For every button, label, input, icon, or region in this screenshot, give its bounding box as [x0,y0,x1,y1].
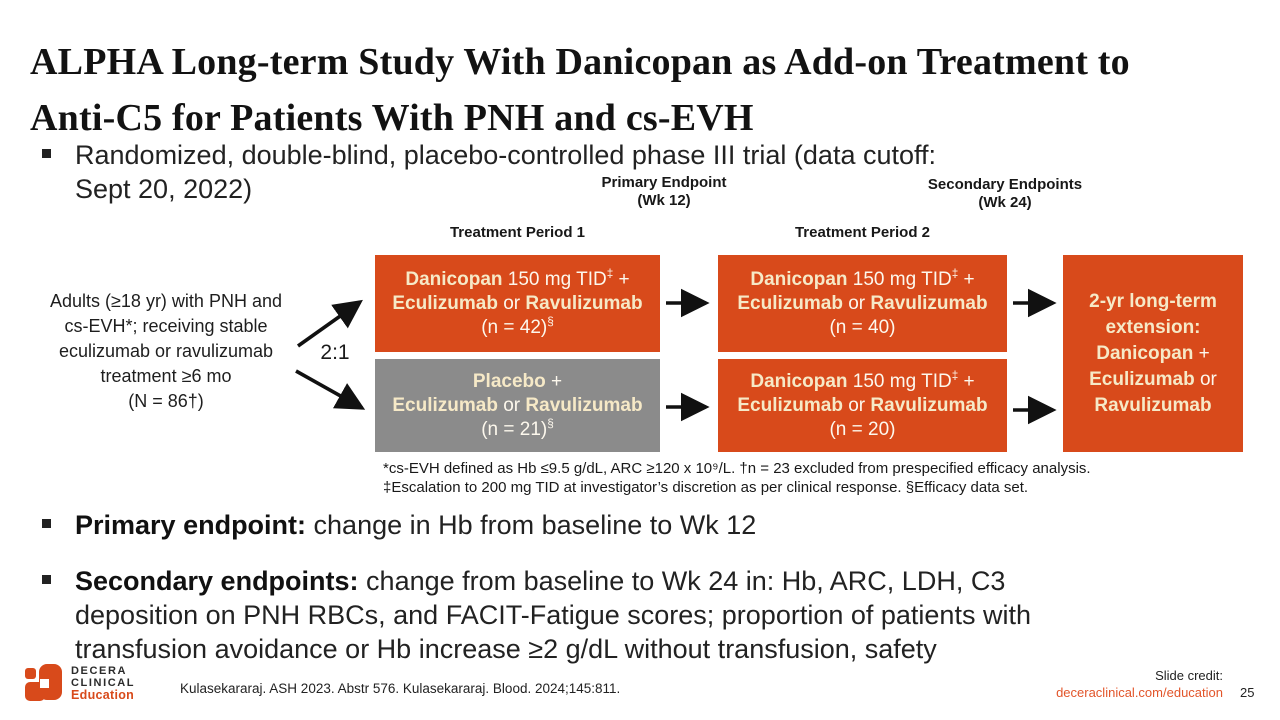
population-line: cs-EVH*; receiving stable [64,316,268,336]
logo-word-decera: DECERA [71,665,128,677]
primary-endpoint-bullet [42,508,1232,542]
population-line: Adults (≥18 yr) with PNH and [50,291,282,311]
arrow-randomize-up [298,302,360,346]
secondary-endpoints-label-line1: Secondary Endpoints [927,176,1083,193]
footnote-line-2: ‡Escalation to 200 mg TID at investigator’s discretion as per clinical response. §Efficacy data set. [383,479,1029,496]
population-line: eculizumab or ravulizumab [58,341,274,361]
slide-credit [1056,667,1223,701]
bullet-marker [42,149,51,158]
arrow-randomize-down [296,371,362,408]
population-line: treatment ≥6 mo [100,366,232,386]
box-tp2-danicopan-upper: Danicopan 150 mg TID‡ + Eculizumab or Ravulizumab (n = 40) [718,255,1007,352]
primary-endpoint-bullet-text: Primary endpoint: change in Hb from baseline to Wk 12 [75,510,757,540]
slide-title-line-2: Anti-C5 for Patients With PNH and cs-EVH [30,97,754,139]
intro-bullet-text: Randomized, double-blind, placebo-controlled phase III trial (data cutoff: Sept 20, 2022) [75,140,937,204]
decera-logo-icon [25,664,63,702]
slide-title-line-1: ALPHA Long-term Study With Danicopan as Add-on Treatment to [30,41,1130,83]
secondary-endpoints-bullet-text: Secondary endpoints: change from baseline to Wk 24 in: Hb, ARC, LDH, C3 deposition on PNH RBCs, and FACIT-Fatigue scores; proportion of patients with transfusion avoidance or Hb increase ≥2 g/dL without transfusion, safety [75,566,1031,664]
primary-endpoint-label [554,174,774,210]
study-population-text [28,289,304,414]
randomization-ratio: 2:1 [320,341,350,364]
treatment-period-1-label: Treatment Period 1 [449,224,586,241]
box-tp1-placebo: Placebo + Eculizumab or Ravulizumab (n = 21)§ [375,359,660,452]
secondary-endpoints-label-line2: (Wk 24) [978,194,1032,211]
reference-citation: Kulasekararaj. ASH 2023. Abstr 576. Kulasekararaj. Blood. 2024;145:811. [180,681,621,696]
slide-title [30,34,1240,146]
decera-logo-text [71,665,135,701]
slide-credit-link[interactable]: deceraclinical.com/education [1056,685,1223,700]
decera-logo [25,664,135,702]
bullet-marker [42,519,51,528]
page-number: 25 [1240,685,1255,700]
treatment-period-2-label: Treatment Period 2 [794,224,931,241]
slide-credit-label: Slide credit: [1155,668,1223,683]
primary-endpoint-label-line2: (Wk 12) [637,192,691,209]
population-line: (N = 86†) [128,391,204,411]
logo-word-clinical: CLINICAL [71,677,136,689]
bullet-marker [42,575,51,584]
box-tp1-danicopan: Danicopan 150 mg TID‡ + Eculizumab or Ravulizumab (n = 42)§ [375,255,660,352]
box-tp2-danicopan-lower: Danicopan 150 mg TID‡ + Eculizumab or Ravulizumab (n = 20) [718,359,1007,452]
box-longterm-extension: 2-yr long-term extension: Danicopan + Eculizumab or Ravulizumab [1063,255,1243,452]
logo-shape [40,679,49,688]
secondary-endpoints-bullet [42,564,1242,666]
logo-shape [25,668,36,679]
secondary-endpoints-label [880,176,1130,212]
logo-word-education: Education [71,688,135,702]
diagram-footnotes [383,459,1263,497]
footnote-line-1: *cs-EVH defined as Hb ≤9.5 g/dL, ARC ≥120 x 10⁹/L. †n = 23 excluded from prespecified efficacy analysis. [383,460,1091,477]
primary-endpoint-label-line1: Primary Endpoint [601,174,727,191]
